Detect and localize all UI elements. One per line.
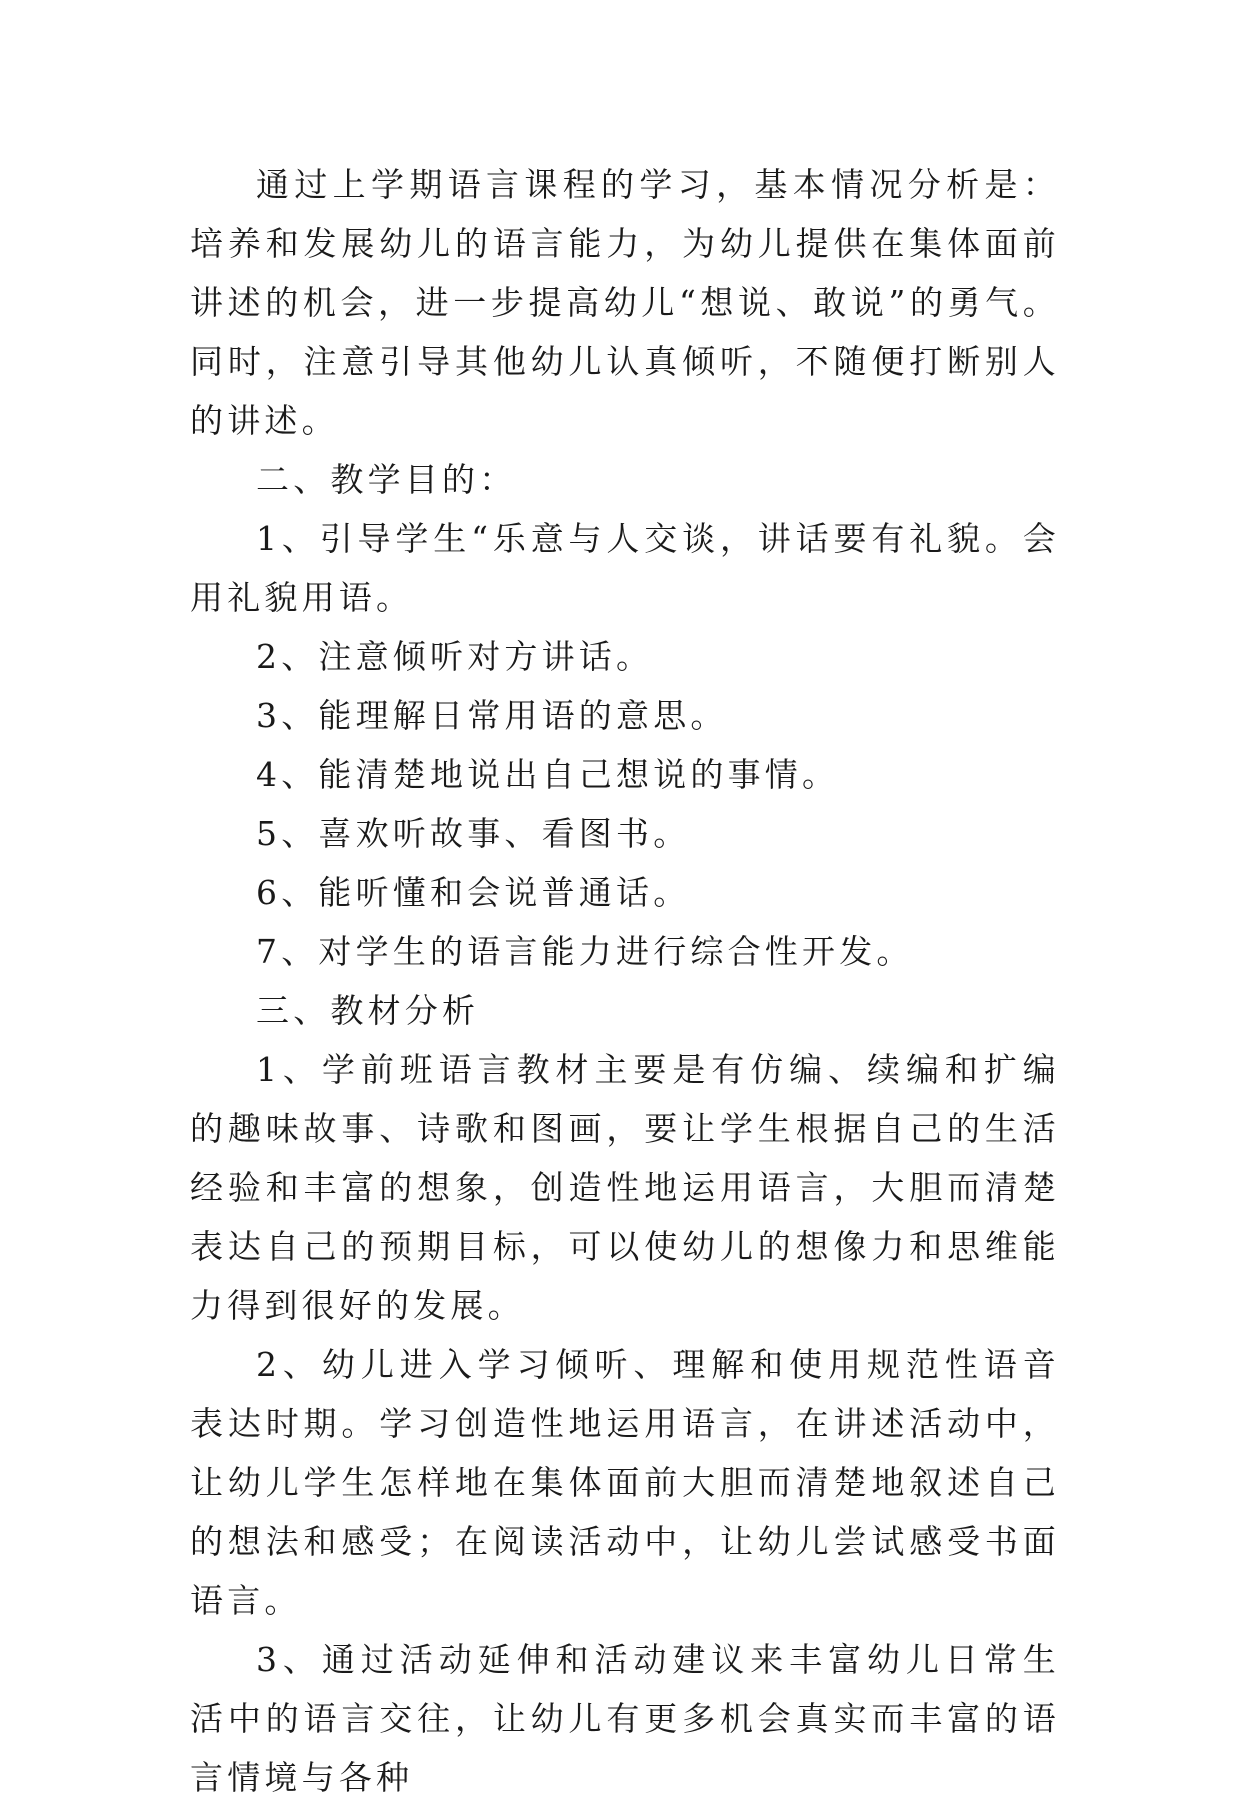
goal-item-4: 4、能清楚地说出自己想说的事情。	[256, 755, 840, 794]
analysis-item-2: 2、幼儿进入学习倾听、理解和使用规范性语音表达时期。学习创造性地运用语言，在讲述活动中，让幼儿学生怎样地在集体面前大胆而清楚地叙述自己的想法和感受；在阅读活动中，让幼儿尝试感受书面语言。	[190, 1345, 1060, 1620]
document-body	[190, 155, 1060, 1807]
section-heading-teaching-goals: 二、教学目的：	[256, 460, 517, 499]
analysis-item-3: 3、通过活动延伸和活动建议来丰富幼儿日常生活中的语言交往，让幼儿有更多机会真实而丰富的语言情境与各种	[190, 1640, 1060, 1797]
intro-paragraph: 通过上学期语言课程的学习，基本情况分析是：培养和发展幼儿的语言能力，为幼儿提供在集体面前讲述的机会，进一步提高幼儿“想说、敢说”的勇气。同时，注意引导其他幼儿认真倾听，不随便打断别人的讲述。	[190, 165, 1060, 440]
section-heading-material-analysis: 三、教材分析	[256, 991, 480, 1030]
goal-item-3: 3、能理解日常用语的意思。	[256, 696, 728, 735]
goal-item-7: 7、对学生的语言能力进行综合性开发。	[256, 932, 914, 971]
analysis-item-1: 1、学前班语言教材主要是有仿编、续编和扩编的趣味故事、诗歌和图画，要让学生根据自己的生活经验和丰富的想象，创造性地运用语言，大胆而清楚表达自己的预期目标，可以使幼儿的想像力和思维能力得到很好的发展。	[190, 1050, 1060, 1325]
goal-item-6: 6、能听懂和会说普通话。	[256, 873, 691, 912]
goal-item-2: 2、注意倾听对方讲话。	[256, 637, 654, 676]
goal-item-5: 5、喜欢听故事、看图书。	[256, 814, 691, 853]
goal-item-1: 1、引导学生“乐意与人交谈，讲话要有礼貌。会用礼貌用语。	[190, 519, 1060, 617]
